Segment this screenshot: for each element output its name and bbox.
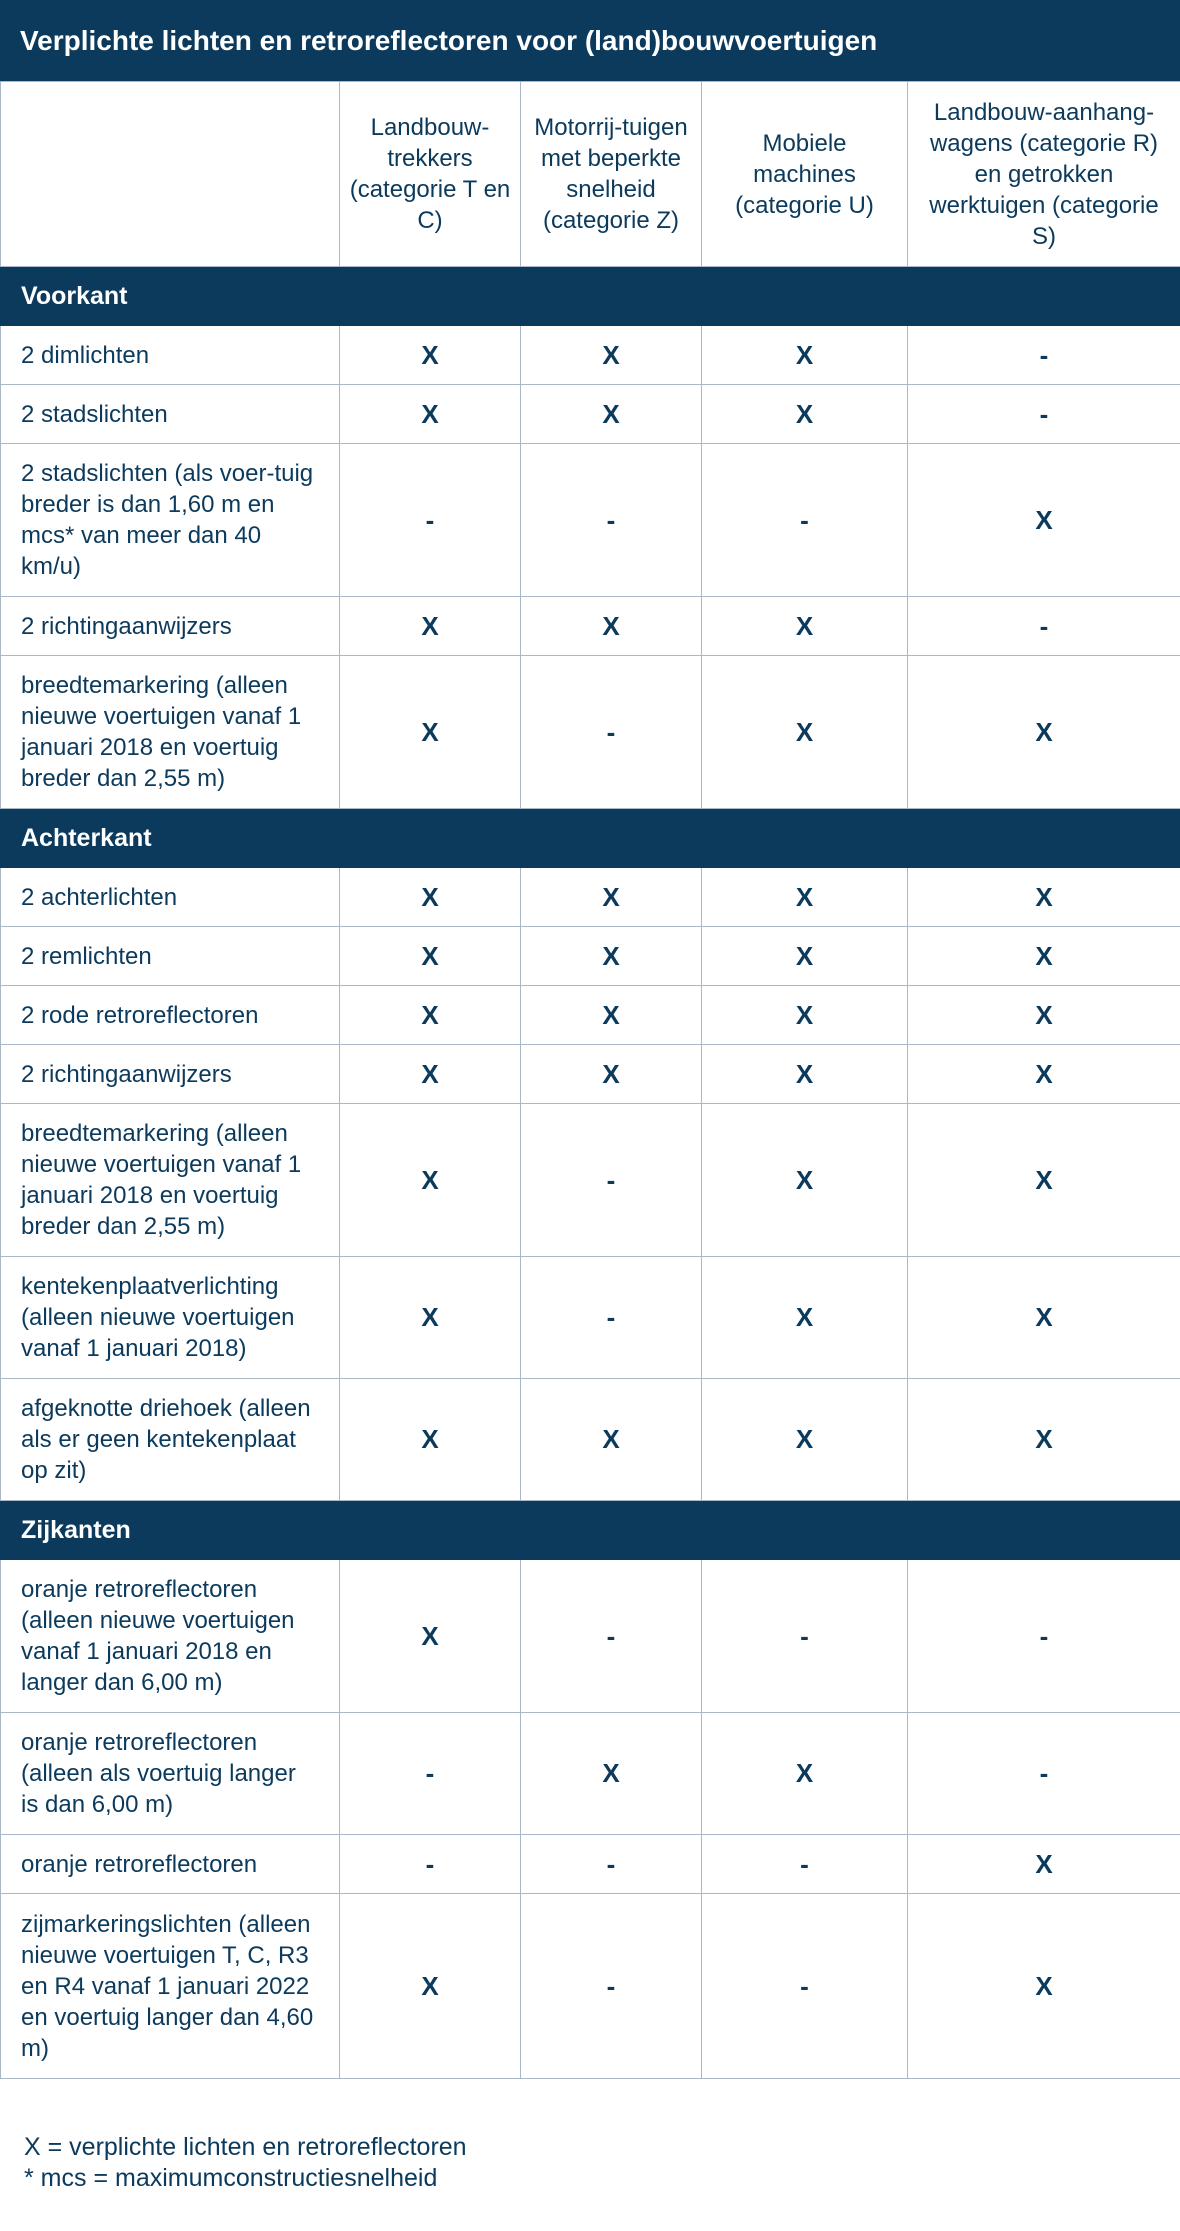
header-category-r-s: Landbouw-aanhang-wagens (categorie R) en getrokken werktuigen (categorie S): [908, 82, 1180, 267]
row-label: oranje retroreflectoren (alleen nieuwe voertuigen vanaf 1 januari 2018 en langer dan 6,00 m): [1, 1560, 340, 1713]
table-row: [1, 1894, 1180, 2079]
legend-mcs: * mcs = maximumconstructiesnelheid: [24, 2164, 438, 2192]
row-value: -: [908, 597, 1180, 656]
section-title-achterkant: Achterkant: [1, 809, 1180, 868]
table-row: [1, 1379, 1180, 1501]
row-value: X: [340, 1894, 521, 2079]
row-value: X: [340, 1104, 521, 1257]
table-row: [1, 1257, 1180, 1379]
row-value: X: [340, 597, 521, 656]
table-row: [1, 1835, 1180, 1894]
table-row: [1, 597, 1180, 656]
row-value: -: [340, 1835, 521, 1894]
row-value: -: [340, 444, 521, 597]
row-value: X: [340, 385, 521, 444]
row-value: -: [521, 444, 702, 597]
row-value: X: [340, 326, 521, 385]
row-value: X: [702, 927, 908, 986]
table-row: [1, 385, 1180, 444]
row-value: X: [340, 1257, 521, 1379]
section-row: [1, 809, 1180, 868]
row-value: X: [521, 326, 702, 385]
row-label: 2 dimlichten: [1, 326, 340, 385]
row-value: X: [908, 986, 1180, 1045]
row-value: X: [908, 444, 1180, 597]
header-category-z: Motorrij-tuigen met beperkte snelheid (categorie Z): [521, 82, 702, 267]
table-row: [1, 1713, 1180, 1835]
row-label: oranje retroreflectoren: [1, 1835, 340, 1894]
row-value: X: [908, 1835, 1180, 1894]
row-value: X: [521, 986, 702, 1045]
row-label: 2 richtingaanwijzers: [1, 1045, 340, 1104]
row-value: X: [908, 1894, 1180, 2079]
row-value: X: [521, 1045, 702, 1104]
row-label: 2 stadslichten (als voer-tuig breder is dan 1,60 m en mcs* van meer dan 40 km/u): [1, 444, 340, 597]
row-value: -: [521, 656, 702, 809]
header-category-t-c: Landbouw-trekkers (categorie T en C): [340, 82, 521, 267]
row-value: X: [340, 986, 521, 1045]
row-value: X: [702, 1104, 908, 1257]
row-label: afgeknotte driehoek (alleen als er geen kentekenplaat op zit): [1, 1379, 340, 1501]
row-value: X: [702, 1257, 908, 1379]
row-value: X: [340, 1560, 521, 1713]
header-row: [1, 82, 1180, 267]
row-value: X: [702, 326, 908, 385]
row-value: -: [702, 444, 908, 597]
row-value: -: [521, 1560, 702, 1713]
row-value: X: [340, 1379, 521, 1501]
row-value: X: [908, 868, 1180, 927]
table-title: Verplichte lichten en retroreflectoren voor (land)bouwvoertuigen: [0, 0, 1180, 81]
table-row: [1, 1045, 1180, 1104]
row-value: X: [340, 1045, 521, 1104]
section-row: [1, 1501, 1180, 1560]
row-value: X: [340, 927, 521, 986]
row-value: -: [521, 1104, 702, 1257]
row-label: 2 rode retroreflectoren: [1, 986, 340, 1045]
row-label: breedtemarkering (alleen nieuwe voertuigen vanaf 1 januari 2018 en voertuig breder dan 2,55 m): [1, 1104, 340, 1257]
row-value: -: [521, 1257, 702, 1379]
legend-x: X = verplichte lichten en retroreflectoren: [24, 2133, 467, 2161]
row-value: X: [521, 927, 702, 986]
row-label: breedtemarkering (alleen nieuwe voertuigen vanaf 1 januari 2018 en voertuig breder dan 2,55 m): [1, 656, 340, 809]
row-value: -: [702, 1560, 908, 1713]
table-row: [1, 656, 1180, 809]
row-value: X: [908, 1257, 1180, 1379]
row-value: X: [702, 868, 908, 927]
row-value: X: [521, 597, 702, 656]
table-row: [1, 326, 1180, 385]
table-row: [1, 444, 1180, 597]
row-value: X: [908, 1379, 1180, 1501]
row-value: X: [521, 868, 702, 927]
row-label: 2 richtingaanwijzers: [1, 597, 340, 656]
row-value: -: [908, 385, 1180, 444]
row-value: X: [702, 1713, 908, 1835]
row-label: kentekenplaatverlichting (alleen nieuwe voertuigen vanaf 1 januari 2018): [1, 1257, 340, 1379]
row-value: X: [521, 1379, 702, 1501]
row-label: 2 stadslichten: [1, 385, 340, 444]
row-value: X: [908, 1104, 1180, 1257]
row-value: -: [908, 1560, 1180, 1713]
row-value: -: [521, 1894, 702, 2079]
row-value: -: [908, 326, 1180, 385]
row-label: 2 achterlichten: [1, 868, 340, 927]
row-value: X: [702, 1045, 908, 1104]
section-row: [1, 267, 1180, 326]
row-value: -: [702, 1835, 908, 1894]
row-value: X: [908, 656, 1180, 809]
row-value: X: [908, 1045, 1180, 1104]
table-row: [1, 986, 1180, 1045]
row-value: -: [702, 1894, 908, 2079]
row-value: X: [908, 927, 1180, 986]
row-value: X: [340, 656, 521, 809]
row-label: 2 remlichten: [1, 927, 340, 986]
row-label: oranje retroreflectoren (alleen als voertuig langer is dan 6,00 m): [1, 1713, 340, 1835]
row-value: X: [702, 1379, 908, 1501]
header-category-u: Mobiele machines (categorie U): [702, 82, 908, 267]
row-value: -: [340, 1713, 521, 1835]
row-value: X: [340, 868, 521, 927]
table-row: [1, 1104, 1180, 1257]
row-value: X: [702, 385, 908, 444]
row-value: -: [908, 1713, 1180, 1835]
table-row: [1, 927, 1180, 986]
row-value: X: [702, 597, 908, 656]
row-value: X: [702, 986, 908, 1045]
lights-table: [0, 81, 1180, 2079]
row-value: -: [521, 1835, 702, 1894]
row-label: zijmarkeringslichten (alleen nieuwe voertuigen T, C, R3 en R4 vanaf 1 januari 2022 en voertuig langer dan 4,60 m): [1, 1894, 340, 2079]
header-empty-cell: [1, 82, 340, 267]
row-value: X: [521, 385, 702, 444]
legend: [0, 2132, 1180, 2194]
row-value: X: [702, 656, 908, 809]
table-row: [1, 1560, 1180, 1713]
table-row: [1, 868, 1180, 927]
section-title-zijkanten: Zijkanten: [1, 1501, 1180, 1560]
row-value: X: [521, 1713, 702, 1835]
section-title-voorkant: Voorkant: [1, 267, 1180, 326]
